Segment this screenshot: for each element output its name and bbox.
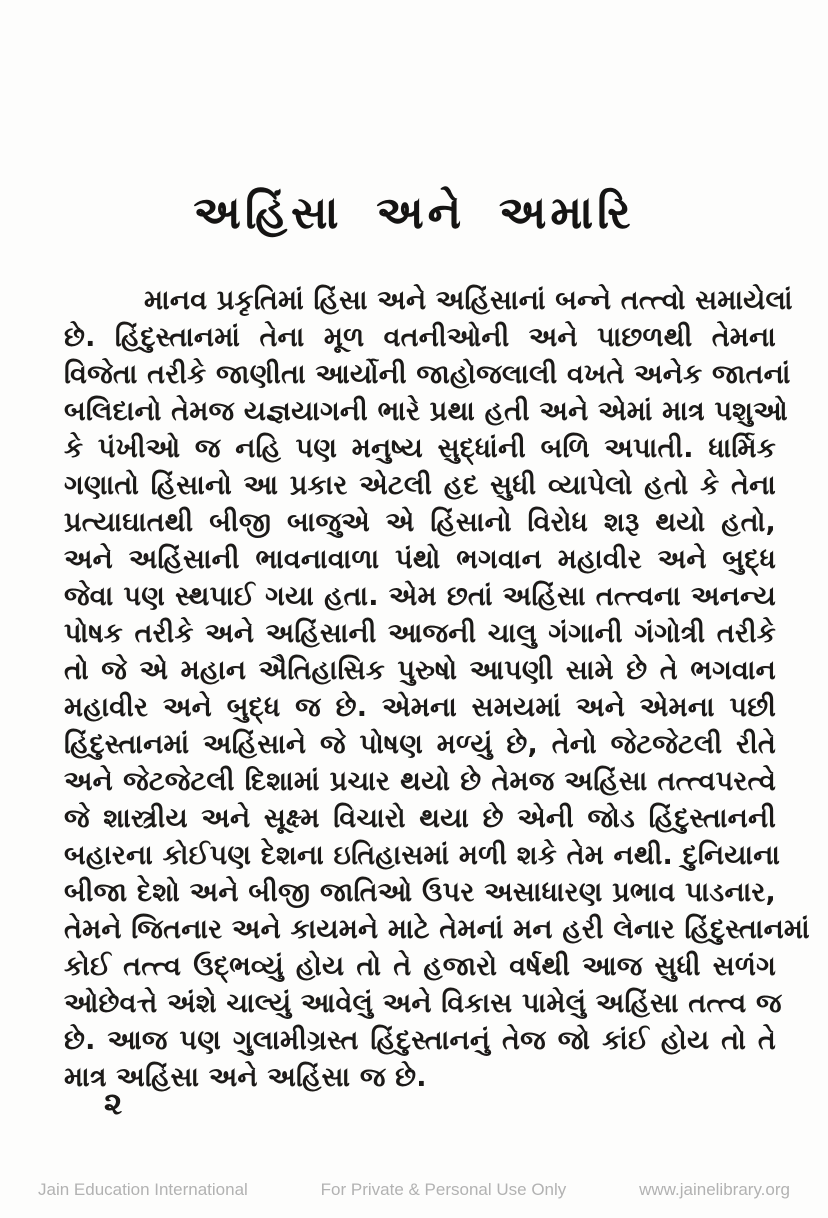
text-line: પ્રત્યાઘાતથી બીજી બાજુએ એ હિંસાનો વિરોધ શરૂ થયો હતો, [64, 507, 776, 538]
text-line: જે શાસ્ત્રીય અને સૂક્ષ્મ વિચારો થયા છે એની જોડ હિંદુસ્તાનની [64, 803, 776, 834]
text-line: બીજા દેશો અને બીજી જાતિઓ ઉપર અસાધારણ પ્રભાવ પાડનાર, [64, 877, 776, 908]
footer-publisher: Jain Education International [38, 1180, 248, 1199]
text-line: મહાવીર અને બુદ્ધ જ છે. એમના સમયમાં અને એમના પછી [64, 692, 776, 723]
text-line: માનવ પ્રકૃતિમાં હિંસા અને અહિંસાનાં બન્ને તત્ત્વો સમાયેલાં [144, 285, 793, 316]
text-line: માત્ર અહિંસા અને અહિંસા જ છે. [64, 1062, 427, 1093]
text-line: બહારના કોઈપણ દેશના ઇતિહાસમાં મળી શકે તેમ નથી. દુનિયાના [64, 840, 781, 871]
text-line: અને જેટજેટલી દિશામાં પ્રચાર થયો છે તેમજ અહિંસા તત્ત્વપરત્વે [64, 766, 776, 797]
text-line: ઓછેવત્તે અંશે ચાલ્યું આવેલું અને વિકાસ પામેલું અહિંસા તત્ત્વ જ [64, 988, 782, 1019]
text-line: તેમને જિતનાર અને કાયમને માટે તેમનાં મન હરી લેનાર હિંદુસ્તાનમાં [64, 914, 810, 945]
text-line: છે. હિંદુસ્તાનમાં તેના મૂળ વતનીઓની અને પાછળથી તેમના [64, 322, 776, 353]
page-number: ૨ [104, 1086, 123, 1122]
text-line: ગણાતો હિંસાનો આ પ્રકાર એટલી હદ સુધી વ્યાપેલો હતો કે તેના [64, 470, 776, 501]
footer-usage-note: For Private & Personal Use Only [320, 1180, 567, 1199]
text-line: છે. આજ પણ ગુલામીગ્રસ્ત હિંદુસ્તાનનું તેજ જો કાંઈ હોય તો તે [64, 1025, 776, 1056]
text-line: હિંદુસ્તાનમાં અહિંસાને જે પોષણ મળ્યું છે, તેનો જેટજેટલી રીતે [64, 729, 776, 760]
text-line: વિજેતા તરીકે જાણીતા આર્યોની જાહોજલાલી વખતે અનેક જાતનાં [64, 359, 791, 390]
text-line: કોઈ તત્ત્વ ઉદ્ભવ્યું હોય તો તે હજારો વર્ષથી આજ સુધી સળંગ [64, 951, 776, 982]
footer-website: www.jainelibrary.org [639, 1180, 790, 1199]
text-line: પોષક તરીકે અને અહિંસાની આજની ચાલુ ગંગાની ગંગોત્રી તરીકે [64, 618, 776, 649]
body-paragraph [64, 282, 810, 1096]
text-line: તો જે એ મહાન ઐતિહાસિક પુરુષો આપણી સામે છે તે ભગવાન [64, 655, 776, 686]
text-line: બલિદાનો તેમજ યજ્ઞયાગની ભારે પ્રથા હતી અને એમાં માત્ર પશુઓ [64, 396, 788, 427]
text-line: જેવા પણ સ્થપાઈ ગયા હતા. એમ છતાં અહિંસા તત્ત્વના અનન્ય [64, 581, 776, 612]
footer [0, 1180, 828, 1200]
page-title: અહિંસા અને અમારિ [193, 186, 635, 239]
text-line: કે પંખીઓ જ નહિ પણ મનુષ્ય સુદ્ધાંની બળિ અપાતી. ધાર્મિક [64, 433, 776, 464]
text-line: અને અહિંસાની ભાવનાવાળા પંથો ભગવાન મહાવીર અને બુદ્ધ [64, 544, 776, 575]
